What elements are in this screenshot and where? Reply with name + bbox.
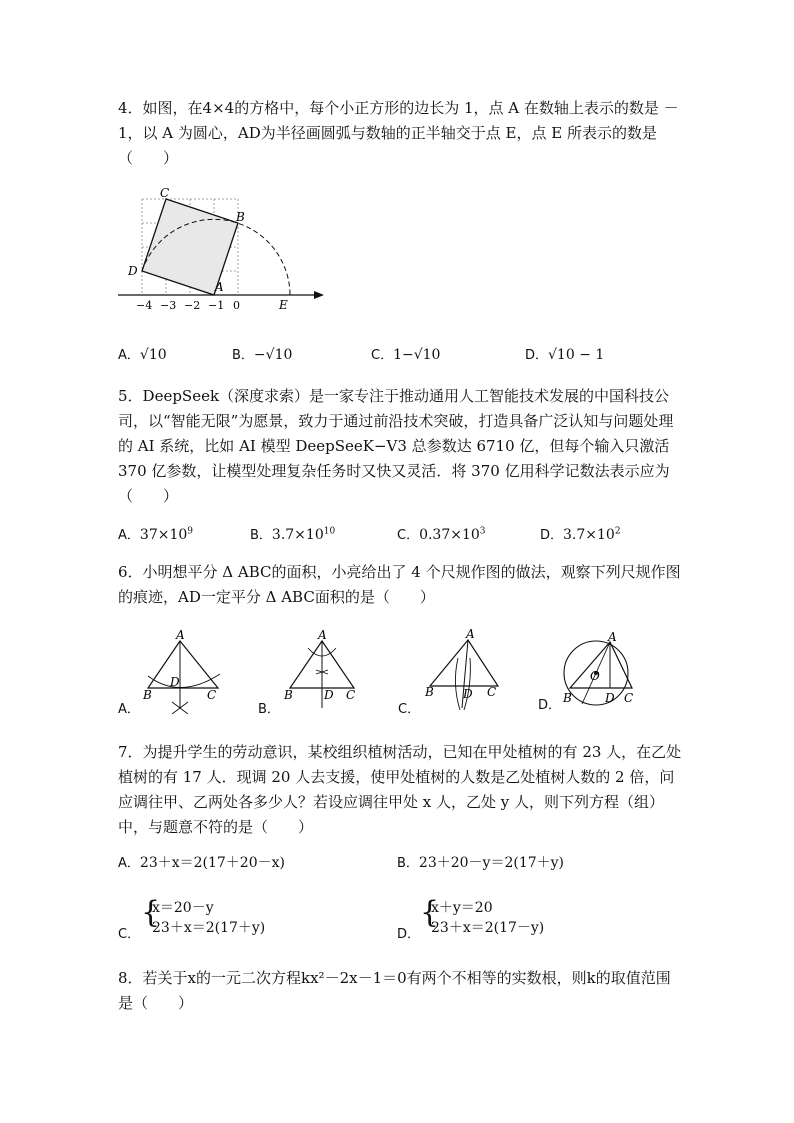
question-5-stem: 5．DeepSeek（深度求索）是一家专注于推动通用人工智能技术发展的中国科技公司，以“智能无限”为愿景，致力于通过前沿技术突破，打造具备广泛认知与问题处理的 AI 系统，比如 AI 模型 DeepSeeK−V3 总参数达 6710 亿，但每个输入只激活 370 亿参数，让模型处理复杂任务时又快又灵活．将 370 亿用科学记数法表示应为（ ） — [118, 387, 674, 505]
q6-figure-c — [422, 628, 512, 714]
q7-option-d-system[interactable]: x＋y＝20 23＋x＝2(17－y) — [431, 900, 545, 936]
question-7-stem: 7．为提升学生的劳动意识，某校组织植树活动，已知在甲处植树的有 23 人，在乙处植树的有 17 人．现调 20 人去支援，使甲处植树的人数是乙处植树人数的 2 倍，问应调往甲、乙两处各多少人？若设应调往甲处 x 人，乙处 y 人，则下列方程（组）中，与题意不符的是（ ） — [118, 743, 682, 836]
svg-text:−1: −1 — [208, 299, 225, 312]
svg-text:A: A — [176, 628, 185, 642]
svg-text:A: A — [215, 280, 224, 294]
q5-option-b[interactable]: B．$3.7\times 10^{10}$ — [250, 526, 336, 543]
svg-text:C: C — [160, 186, 170, 200]
svg-text:C: C — [346, 688, 356, 702]
q6-figure-d — [558, 628, 648, 714]
svg-text:B: B — [284, 688, 293, 702]
q4-figure — [118, 185, 333, 315]
svg-text:E: E — [279, 298, 288, 312]
question-4-stem: 4．如图，在4×4的方格中，每个小正方形的边长为 1，点 A 在数轴上表示的数是 －1，以 A 为圆心，AD为半径画圆弧与数轴的正半轴交于点 E，点 E 所表示的数是（ ） — [118, 99, 679, 167]
svg-text:B: B — [143, 688, 152, 702]
svg-text:D: D — [463, 687, 473, 701]
svg-text:D: D — [128, 264, 138, 278]
q6-figure-b — [282, 628, 367, 714]
svg-text:−4: −4 — [136, 299, 153, 312]
svg-text:A: A — [318, 628, 327, 642]
svg-text:B: B — [425, 685, 434, 699]
q7-option-a[interactable]: A．23＋x＝2(17＋20－x) — [118, 855, 285, 871]
svg-text:D: D — [170, 675, 180, 689]
q7-option-d-label[interactable]: D． — [397, 927, 421, 942]
q7-option-c-label[interactable]: C． — [118, 927, 141, 942]
question-6-stem: 6．小明想平分 Δ ABC的面积，小亮给出了 4 个尺规作图的做法，观察下列尺规作图的痕迹，AD一定平分 Δ ABC面积的是（ ） — [118, 563, 681, 606]
svg-text:B: B — [236, 210, 245, 224]
q6-option-a[interactable]: A． — [118, 702, 140, 717]
q4-option-b[interactable]: B．−√10 — [232, 347, 293, 363]
svg-text:D: D — [605, 691, 615, 705]
q7-option-c-system[interactable]: x＝20－y 23＋x＝2(17＋y) — [152, 900, 266, 936]
q5-option-d[interactable]: D．$3.7\times 10^2$ — [540, 526, 621, 543]
svg-text:O: O — [590, 669, 600, 683]
question-8-stem: 8．若关于x的一元二次方程kx²－2x－1＝0有两个不相等的实数根，则k的取值范围是（ ） — [118, 969, 671, 1012]
svg-text:−3: −3 — [160, 299, 177, 312]
svg-text:D: D — [324, 688, 334, 702]
q4-option-d[interactable]: D．√10 − 1 — [525, 347, 605, 363]
svg-text:0: 0 — [233, 299, 240, 312]
q6-option-b[interactable]: B． — [258, 702, 280, 717]
q6-option-d[interactable]: D． — [538, 698, 562, 713]
q4-option-a[interactable]: A．√10 — [118, 347, 167, 363]
q6-option-c[interactable]: C． — [398, 702, 421, 717]
svg-text:C: C — [207, 688, 217, 702]
q6-figure-a — [140, 628, 230, 714]
brace-d: { — [420, 895, 440, 930]
svg-text:C: C — [487, 685, 497, 699]
svg-text:A: A — [608, 630, 617, 644]
q7-option-b[interactable]: B．23＋20－y＝2(17＋y) — [397, 855, 565, 871]
q5-option-c[interactable]: C．$0.37\times 10^3$ — [397, 526, 486, 543]
brace-c: { — [141, 895, 161, 930]
q4-option-c[interactable]: C．1−√10 — [371, 347, 441, 363]
svg-text:B: B — [563, 691, 572, 705]
svg-text:C: C — [624, 691, 634, 705]
svg-text:−2: −2 — [184, 299, 201, 312]
q5-option-a[interactable]: A．$37\times 10^9$ — [118, 526, 193, 543]
svg-text:A: A — [466, 628, 475, 641]
